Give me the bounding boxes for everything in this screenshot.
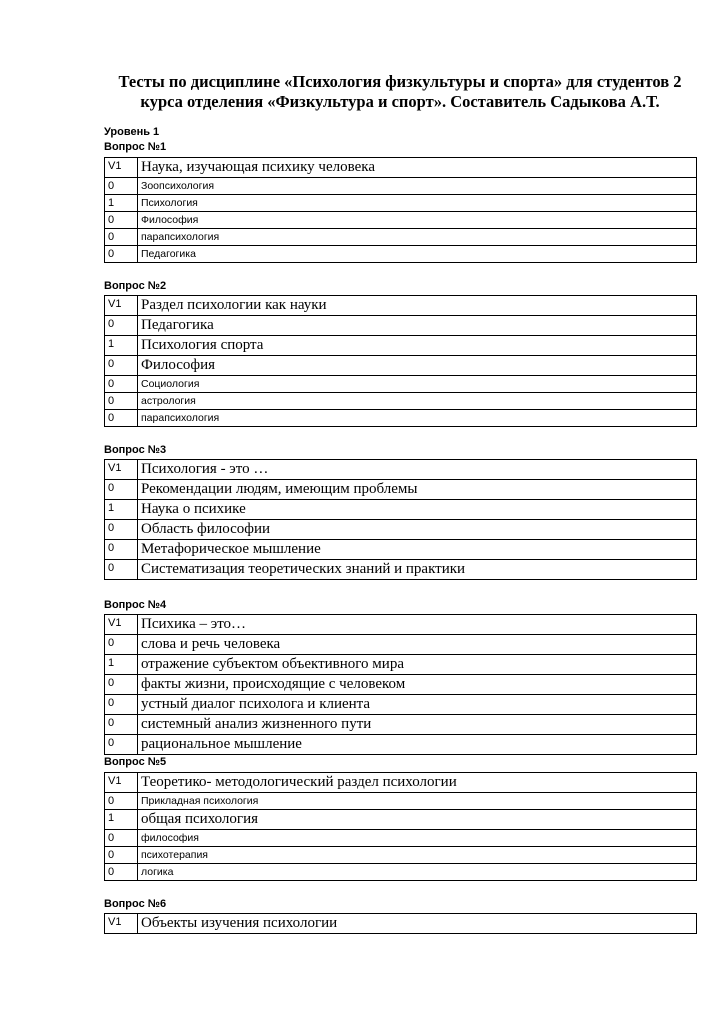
answer-mark: 0 (105, 830, 138, 847)
answer-option: психотерапия (138, 847, 697, 864)
answer-option: Зоопсихология (138, 178, 697, 195)
answer-option: парапсихология (138, 229, 697, 246)
question-4-label: Вопрос №4 (104, 599, 167, 611)
question-text: Раздел психологии как науки (138, 296, 697, 316)
answer-mark: V1 (105, 615, 138, 635)
answer-mark: 0 (105, 376, 138, 393)
question-6-table (104, 913, 697, 934)
answer-mark: 0 (105, 715, 138, 735)
answer-option: Философия (138, 356, 697, 376)
answer-mark: 0 (105, 246, 138, 263)
answer-option: Психология спорта (138, 336, 697, 356)
answer-option: устный диалог психолога и клиента (138, 695, 697, 715)
answer-option: Метафорическое мышление (138, 540, 697, 560)
answer-mark: 0 (105, 212, 138, 229)
answer-mark: 0 (105, 393, 138, 410)
answer-mark: 0 (105, 356, 138, 376)
question-4-table (104, 614, 697, 755)
question-text: Объекты изучения психологии (138, 914, 697, 934)
answer-option: слова и речь человека (138, 635, 697, 655)
answer-mark: 0 (105, 540, 138, 560)
answer-mark: 0 (105, 675, 138, 695)
question-text: Психология - это … (138, 460, 697, 480)
question-2-table (104, 295, 697, 427)
question-2-label: Вопрос №2 (104, 280, 167, 292)
answer-mark: 0 (105, 864, 138, 881)
answer-mark: 1 (105, 810, 138, 830)
answer-option: Психология (138, 195, 697, 212)
answer-mark: 0 (105, 316, 138, 336)
answer-mark: 0 (105, 520, 138, 540)
question-text: Наука, изучающая психику человека (138, 158, 697, 178)
answer-option: рациональное мышление (138, 735, 697, 755)
question-5-table (104, 772, 697, 881)
answer-mark: 1 (105, 500, 138, 520)
answer-option: общая психология (138, 810, 697, 830)
answer-mark: 1 (105, 336, 138, 356)
answer-mark: V1 (105, 158, 138, 178)
answer-option: системный анализ жизненного пути (138, 715, 697, 735)
answer-mark: 0 (105, 229, 138, 246)
answer-option: Систематизация теоретических знаний и практики (138, 560, 697, 580)
answer-option: астрология (138, 393, 697, 410)
answer-option: Область философии (138, 520, 697, 540)
question-3-table (104, 459, 697, 580)
question-1-table (104, 157, 697, 263)
question-3-label: Вопрос №3 (104, 444, 167, 456)
answer-option: логика (138, 864, 697, 881)
answer-mark: 0 (105, 695, 138, 715)
question-text: Теоретико- методологический раздел психологии (138, 773, 697, 793)
document-title: Тесты по дисциплине «Психология физкультуры и спорта» для студентов 2 курса отделения «Физкультура и спорт». Составитель Садыкова А.Т. (118, 72, 682, 111)
answer-option: отражение субъектом объективного мира (138, 655, 697, 675)
answer-mark: V1 (105, 773, 138, 793)
answer-mark: 0 (105, 847, 138, 864)
question-1-label: Вопрос №1 (104, 141, 167, 153)
answer-mark: 0 (105, 410, 138, 427)
question-text: Психика – это… (138, 615, 697, 635)
question-5-label: Вопрос №5 (104, 756, 167, 768)
answer-option: Философия (138, 212, 697, 229)
answer-mark: 0 (105, 178, 138, 195)
answer-option: факты жизни, происходящие с человеком (138, 675, 697, 695)
answer-mark: 1 (105, 195, 138, 212)
answer-mark: V1 (105, 914, 138, 934)
answer-mark: 0 (105, 635, 138, 655)
answer-mark: 1 (105, 655, 138, 675)
level-label: Уровень 1 (104, 126, 160, 138)
answer-mark: 0 (105, 735, 138, 755)
question-6-label: Вопрос №6 (104, 898, 167, 910)
answer-option: Наука о психике (138, 500, 697, 520)
answer-mark: 0 (105, 560, 138, 580)
answer-option: Педагогика (138, 316, 697, 336)
answer-mark: V1 (105, 460, 138, 480)
answer-option: Прикладная психология (138, 793, 697, 810)
answer-mark: 0 (105, 793, 138, 810)
answer-mark: 0 (105, 480, 138, 500)
answer-option: Социология (138, 376, 697, 393)
answer-option: философия (138, 830, 697, 847)
answer-option: парапсихология (138, 410, 697, 427)
answer-option: Педагогика (138, 246, 697, 263)
answer-option: Рекомендации людям, имеющим проблемы (138, 480, 697, 500)
answer-mark: V1 (105, 296, 138, 316)
